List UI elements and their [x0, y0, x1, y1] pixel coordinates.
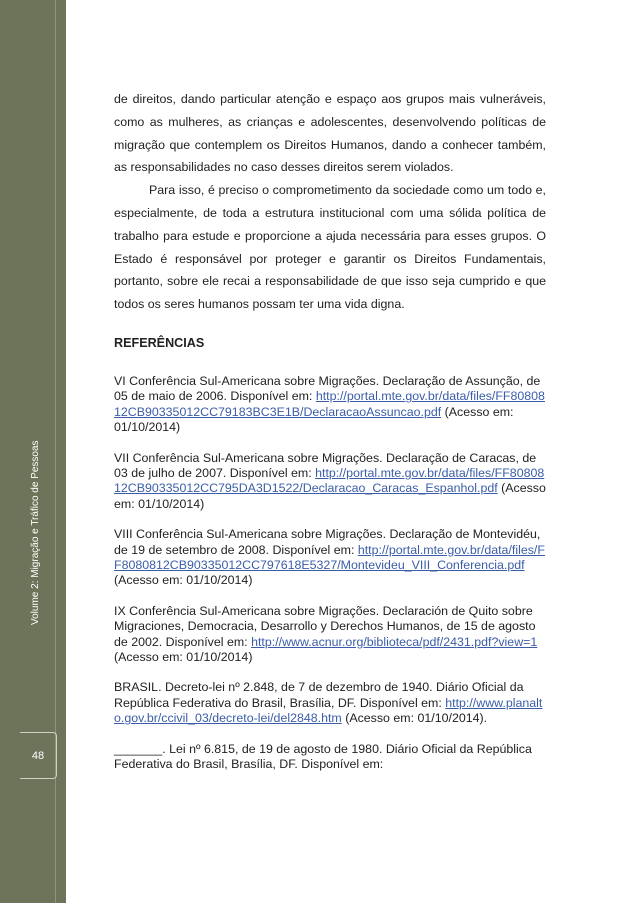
reference-item: [114, 374, 546, 436]
reference-text: _______. Lei nº 6.815, de 19 de agosto de 1980. Diário Oficial da República Federativa do Brasil, Brasília, DF. Disponível em:: [114, 741, 532, 772]
reference-link[interactable]: http://portal.mte.gov.br/data/files/FF8080812CB90335012CC79183BC3E1B/DeclaracaoAssuncao.pdf: [114, 389, 545, 419]
reference-text: VIII Conferência Sul-Americana sobre Migrações. Declaração de Montevidéu, de 19 de setembro de 2008. Disponível em:: [114, 527, 541, 557]
reference-link[interactable]: http://portal.mte.gov.br/data/files/FF8080812CB90335012CC797618E5327/Montevideu_VIII_Conferencia.pdf: [114, 542, 545, 573]
reference-access: (Acesso em: 01/10/2014): [114, 404, 514, 435]
reference-link[interactable]: http://www.planalto.gov.br/ccivil_03/decreto-lei/del2848.htm: [114, 695, 543, 726]
page-content: [114, 88, 546, 788]
reference-text: VI Conferência Sul-Americana sobre Migrações. Declaração de Assunção, de 05 de maio de 2006. Disponível em:: [114, 373, 541, 404]
reference-text: BRASIL. Decreto-lei nº 2.848, de 7 de dezembro de 1940. Diário Oficial da República Federativa do Brasil, Brasília, DF. Disponível em:: [114, 680, 524, 710]
reference-link[interactable]: http://portal.mte.gov.br/data/files/FF8080812CB90335012CC795DA3D1522/Declaracao_Caracas_Espanhol.pdf: [114, 466, 545, 496]
page-number-label: 48: [31, 749, 45, 762]
reference-text: VII Conferência Sul-Americana sobre Migrações. Declaração de Caracas, de 03 de julho de 2007. Disponível em:: [114, 450, 537, 480]
page-number: [20, 732, 57, 779]
reference-item: [114, 742, 546, 773]
body-paragraph-1: de direitos, dando particular atenção e espaço aos grupos mais vulneráveis, como as mulheres, as crianças e adolescentes, desenvolvendo políticas de migração que contemplem os Direitos Humanos, dando a conhecer também, as responsabilidades no caso desses direitos serem violados.: [114, 92, 546, 175]
reference-item: [114, 527, 546, 589]
references-heading: REFERÊNCIAS: [114, 335, 205, 350]
reference-item: [114, 604, 546, 666]
reference-item: [114, 451, 546, 513]
body-paragraph-2: Para isso, é preciso o comprometimento da sociedade como um todo e, especialmente, de toda a estrutura institucional com uma sólida política de trabalho para estude e proporcione a ajuda necessária para esses grupos. O Estado é responsável por proteger e garantir os Direitos Fundamentais, portanto, sobre ele recai a responsabilidade de que isso seja cumprido e que todos os seres humanos possam ter uma vida digna.: [114, 183, 546, 312]
references-list: [114, 374, 546, 773]
sidebar: [0, 0, 66, 903]
volume-title: Volume 2: Migração e Tráfico de Pessoas: [30, 440, 41, 625]
reference-link[interactable]: http://www.acnur.org/biblioteca/pdf/2431.pdf?view=1: [251, 634, 538, 649]
reference-item: [114, 680, 546, 726]
reference-text: IX Conferência Sul-Americana sobre Migrações. Declaración de Quito sobre Migraciones, Democracia, Desarrollo y Derechos Humanos, de 15 de agosto de 2002. Disponível em:: [114, 603, 536, 649]
reference-access: (Acesso em: 01/10/2014): [114, 481, 546, 511]
reference-access: (Acesso em: 01/10/2014): [114, 650, 253, 665]
reference-access: (Acesso em: 01/10/2014).: [341, 711, 488, 726]
reference-access: (Acesso em: 01/10/2014): [114, 573, 253, 588]
